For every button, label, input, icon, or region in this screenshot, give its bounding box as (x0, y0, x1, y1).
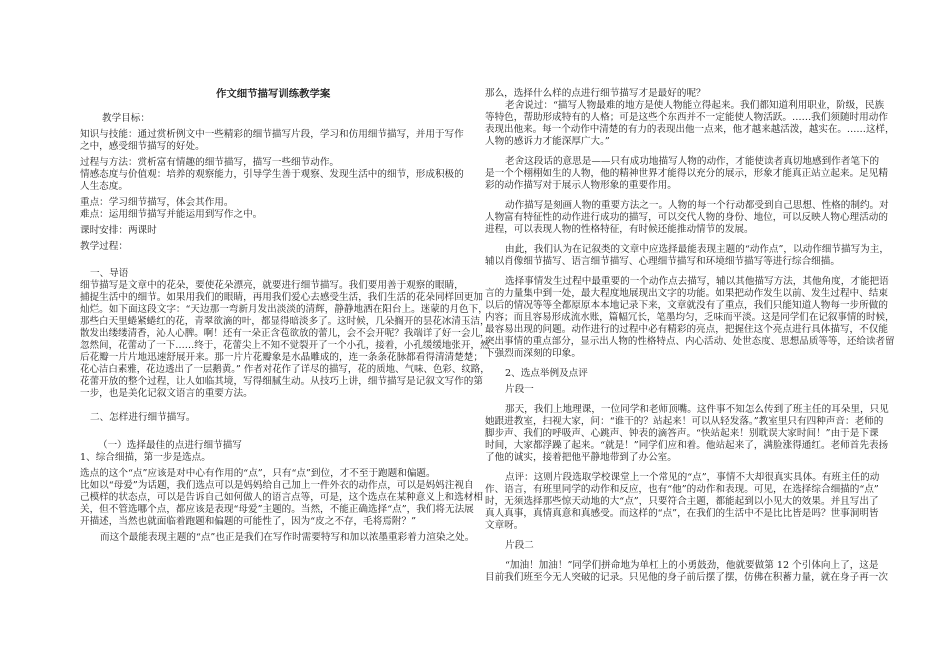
right-line: 彩的动作描写对于展示人物形象的重要作用。 (485, 180, 677, 191)
left-line: 选点的这个“点”应该是对中心有作用的“点”，只有“点”到位，才不至于跑题和偏题。 (80, 468, 436, 479)
right-line: 是一个个栩栩如生的人物，他的精神世界才能得以充分的展示，形象才能真正站立起来。足见精 (485, 168, 888, 179)
right-line: 人物富有特征性的动作进行成功的描写，可以交代人物的身份、地位，可以反映人物心理活动的 (485, 212, 888, 223)
right-line: 人物的感诉力才能深厚广大。” (485, 136, 610, 147)
left-line: 教学目标： (102, 113, 150, 124)
right-line: 老舍这段话的意思是——只有成功地描写人物的动作，才能使读者真切地感到作者笔下的 (505, 156, 880, 167)
right-line: 辅以肖像细节描写、语言细节描写、心理细节描写和环境细节描写等进行综合细描。 (485, 256, 840, 267)
right-line: 2、选点举例及点评 (505, 368, 588, 379)
right-line: 目前我们班至今无人突破的记录。只见他的身子前后摆了摆，仿佛在积蓄力量，就在身子再一次 (485, 572, 888, 583)
left-line: （一）选择最佳的点进行细节描写 (98, 440, 242, 451)
left-line: 重点：学习细节描写，体会其作用。 (80, 197, 234, 208)
right-line: 由此，我们认为在记叙类的文章中应选择最能表现主题的“动作点”，以动作细节描写为主， (505, 244, 889, 255)
document-title: 作文细节描写训练教学案 (216, 88, 331, 100)
left-line: 1、综合细描，第一步是选点。 (80, 452, 211, 463)
right-line: 作、语言，有班里同学的动作和反应，也有“他”的动作和表现。可见，在选择综合细描的“点” (485, 484, 879, 495)
left-line: 那些白天里蜷紧蜷红的花，青翠欲滴的叶，都显得暗淡多了。这时候，几朵搁开的昙花冰清玉洁， (80, 316, 490, 327)
left-line: 一、导语 (90, 268, 129, 279)
right-line: 最容易出现的问题。动作进行的过程中必有精彩的亮点，把握住这个亮点进行具体描写，不仅能 (485, 324, 888, 335)
right-line: 时间，大家都浮躁了起来。“就是！”同学们应和着。他站起来了，满脸涨得通红。老师首先表扬 (485, 440, 889, 451)
right-line: 表现出他来。每一个动作中清楚的有力的表现出他一点来，他才越来越活泼，越实在。……这样， (485, 124, 895, 135)
right-line: 下强烈而深刻的印象。 (485, 348, 581, 359)
left-line: 花心洁白素雅，花边透出了一层鹅黄。” 作者对花作了详尽的描写，花的质地、气味、色彩、纹路， (80, 364, 490, 375)
right-line: 那天，我们上地理课，一位同学和老师顶嘴。这件事不知怎么传到了班主任的耳朵里，只见 (505, 404, 889, 415)
right-line: 了他的诚实，接着把他平静地带到了办公室。 (485, 452, 677, 463)
left-line: 而这个最能表现主题的“点”也正是我们在写作时需要特写和加以浓墨重彩着力渲染之处。 (100, 532, 475, 543)
right-line: 进程，可以表现人物的性格特征，有时候还能推动情节的发展。 (485, 224, 754, 235)
right-line: 等特色，帮助形成特有的人格；可是这些个东西并不一定能使人物活跃。……我们须随时用动作 (485, 112, 888, 123)
right-line: 脚步声、我们的呼吸声、心跳声、钟表的滴答声。“快站起来！别耽误大家时间！”由于是下课 (485, 428, 879, 439)
right-line: “加油！加油！”同学们拼命地为单杠上的小勇鼓劲，他就要做第 12 个引体向上了，这是 (505, 560, 879, 571)
left-line: 课时安排：两课时 (80, 225, 157, 236)
right-line: 文章呀。 (485, 520, 524, 531)
right-line: 片段二 (505, 540, 534, 551)
left-line: 比如以“母爱”为话题，我们选点可以是妈妈给自己加上一件外衣的动作点，可以是妈妈注视自 (80, 480, 474, 491)
right-line: 选择事情发生过程中最重要的一个动作点去描写，辅以其他描写方法，其他角度，才能把语 (505, 276, 889, 287)
right-line: 真人真事，真情真意和真感受。而这样的“点”，在我们的生活中不是比比皆是吗？世事洞明皆 (485, 508, 879, 519)
right-line: 点评：这则片段选取学校课堂上一个常见的“点”，事情不大却很真实具体。有班主任的动 (505, 472, 880, 483)
right-line: 时，无须选择那些惊天动地的大“点”，只要符合主题，都能起到以小见大的效果。并且写出了 (485, 496, 879, 507)
left-line: 散发出缕缕清香，沁人心脾。啊！还有一朵正含苞欲放的蕾儿，会不会开呢？我端详了好一会儿， (80, 328, 490, 339)
left-line: 捕捉生活中的细节。如果用我们的眼睛，再用我们爱心去感受生活，我们生活的花朵同样回更加 (80, 292, 483, 303)
left-line: 花蕾开放的整个过程，让人如临其境，写得细腻生动。从技巧上讲，细节描写是记叙文写作的第 (80, 376, 483, 387)
left-line: 之中，感受细节描写的好处。 (80, 141, 205, 152)
left-line: 人生态度。 (80, 181, 128, 192)
left-line: 过程与方法：赏析富有情趣的细节描写，描写一些细节动作。 (80, 157, 340, 168)
right-line: 动作描写是刻画人物的重要方法之一。人物的每一个行动都受到自己思想、性格的制约。对 (505, 200, 889, 211)
left-line: 细节描写是文章中的花朵，要使花朵漂亮，就要进行细节描写。我们要用善于观察的眼睛， (80, 280, 464, 291)
right-line: 片段一 (505, 384, 534, 395)
left-line: 二、怎样进行细节描写。 (90, 412, 196, 423)
right-line: 言的力量集中到一处，最大程度地展现出文字的功能。如果把动作发生以前、发生过程中、结束 (485, 288, 888, 299)
left-line: 教学过程： (80, 241, 128, 252)
left-line: 开描述，当然也就面临着跑题和偏题的可能性了，因为“皮之不存，毛将焉附？” (80, 516, 416, 527)
right-line: 突出事情的重点部分，显示出人物的性格特点、内心活动、处世态度、思想品质等等，还给读者留 (485, 336, 895, 347)
left-line: 关，但不管选哪个点，都应该是表现“母爱”主题的。当然，不能正确选择“点”，我们将无法展 (80, 504, 474, 515)
left-line: 情感态度与价值观：培养的观察能力，引导学生善于观察、发现生活中的细节，形成积极的 (80, 169, 464, 180)
right-line: 那么，选择什么样的点进行细节描写才是最好的呢？ (485, 88, 706, 99)
left-line: 难点：运用细节描写并能运用到写作之中。 (80, 209, 263, 220)
left-line: 知识与技能：通过赏析例文中一些精彩的细节描写片段，学习和仿用细节描写，并用于写作 (80, 129, 464, 140)
left-line: 一步，也是美化记叙文语言的重要方法。 (80, 388, 253, 399)
left-line: 忽然间，花蕾动了一下……终于，花蕾尖上不知不觉裂开了一个小孔，接着，小孔缓缓地张开，然 (80, 340, 490, 351)
left-line: 灿烂。如下面这段文字：“天边那一弯新月发出淡淡的清辉，静静地洒在阳台上。迷蒙的月色下， (80, 304, 488, 315)
right-line: 以后的情况等等全都原原本本地记录下来，文章就没有了重点，我们只能知道人物每一步所做的 (485, 300, 888, 311)
right-line: 她跟进教室，扫视大家，问：“谁干的？站起来！可以从轻发落。”教室里只有四种声音：老师的 (485, 416, 884, 427)
left-line: 后花瓣一片片地迅速舒展开来。那一片片花瓣象是水晶雕成的，连一条条花脉都看得清清楚楚； (80, 352, 483, 363)
right-line: 内容；而且容易形成流水账，篇幅冗长，笔墨均匀，乏味而平淡。这是同学们在记叙事情的时候， (485, 312, 895, 323)
right-line: 老舍说过：“描写人物最难的地方是使人物能立得起来。我们都知道利用职业，阶级，民族 (505, 100, 885, 111)
left-line: 己模样的状态点，可以是告诉自己如何做人的语言点等，可是，这个选点在某种意义上和选材相 (80, 492, 483, 503)
